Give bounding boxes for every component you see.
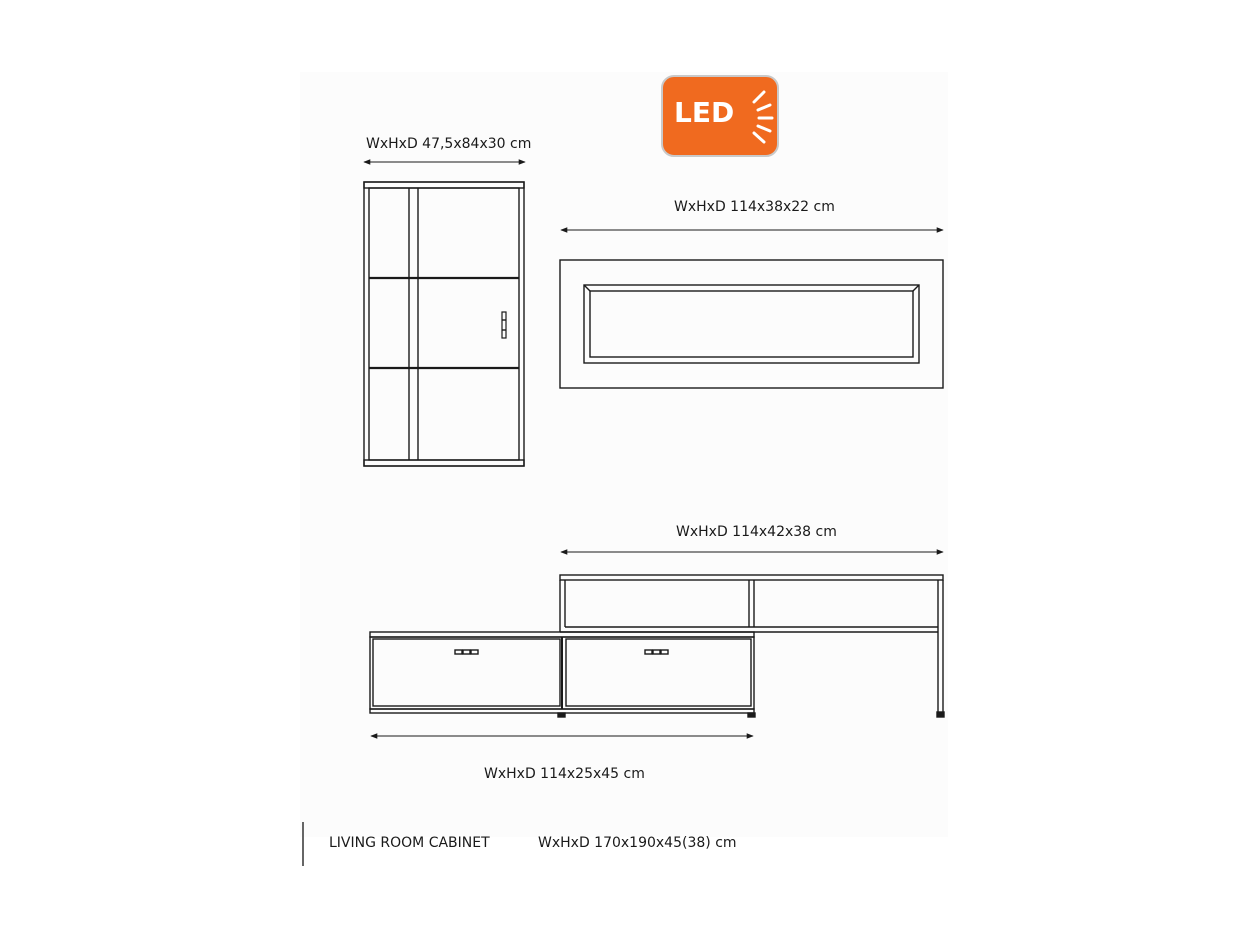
wall-cabinet-dimension-label: WxHxD 47,5x84x30 cm [366, 136, 532, 152]
overall-dimensions: WxHxD 170x190x45(38) cm [538, 835, 737, 851]
product-name: LIVING ROOM CABINET [329, 835, 490, 851]
lower-unit-dimension-label: WxHxD 114x25x45 cm [484, 766, 645, 782]
led-badge-label: LED [674, 96, 735, 129]
top-unit-dimension-label: WxHxD 114x42x38 cm [676, 524, 837, 540]
footer-divider [302, 822, 304, 866]
lower-unit-drawing [370, 632, 755, 717]
wall-shelf-dimension-label: WxHxD 114x38x22 cm [674, 199, 835, 215]
top-unit-drawing [560, 575, 944, 717]
wall-shelf-drawing [560, 260, 943, 388]
wall-cabinet-drawing [364, 182, 524, 466]
led-badge [660, 74, 780, 158]
